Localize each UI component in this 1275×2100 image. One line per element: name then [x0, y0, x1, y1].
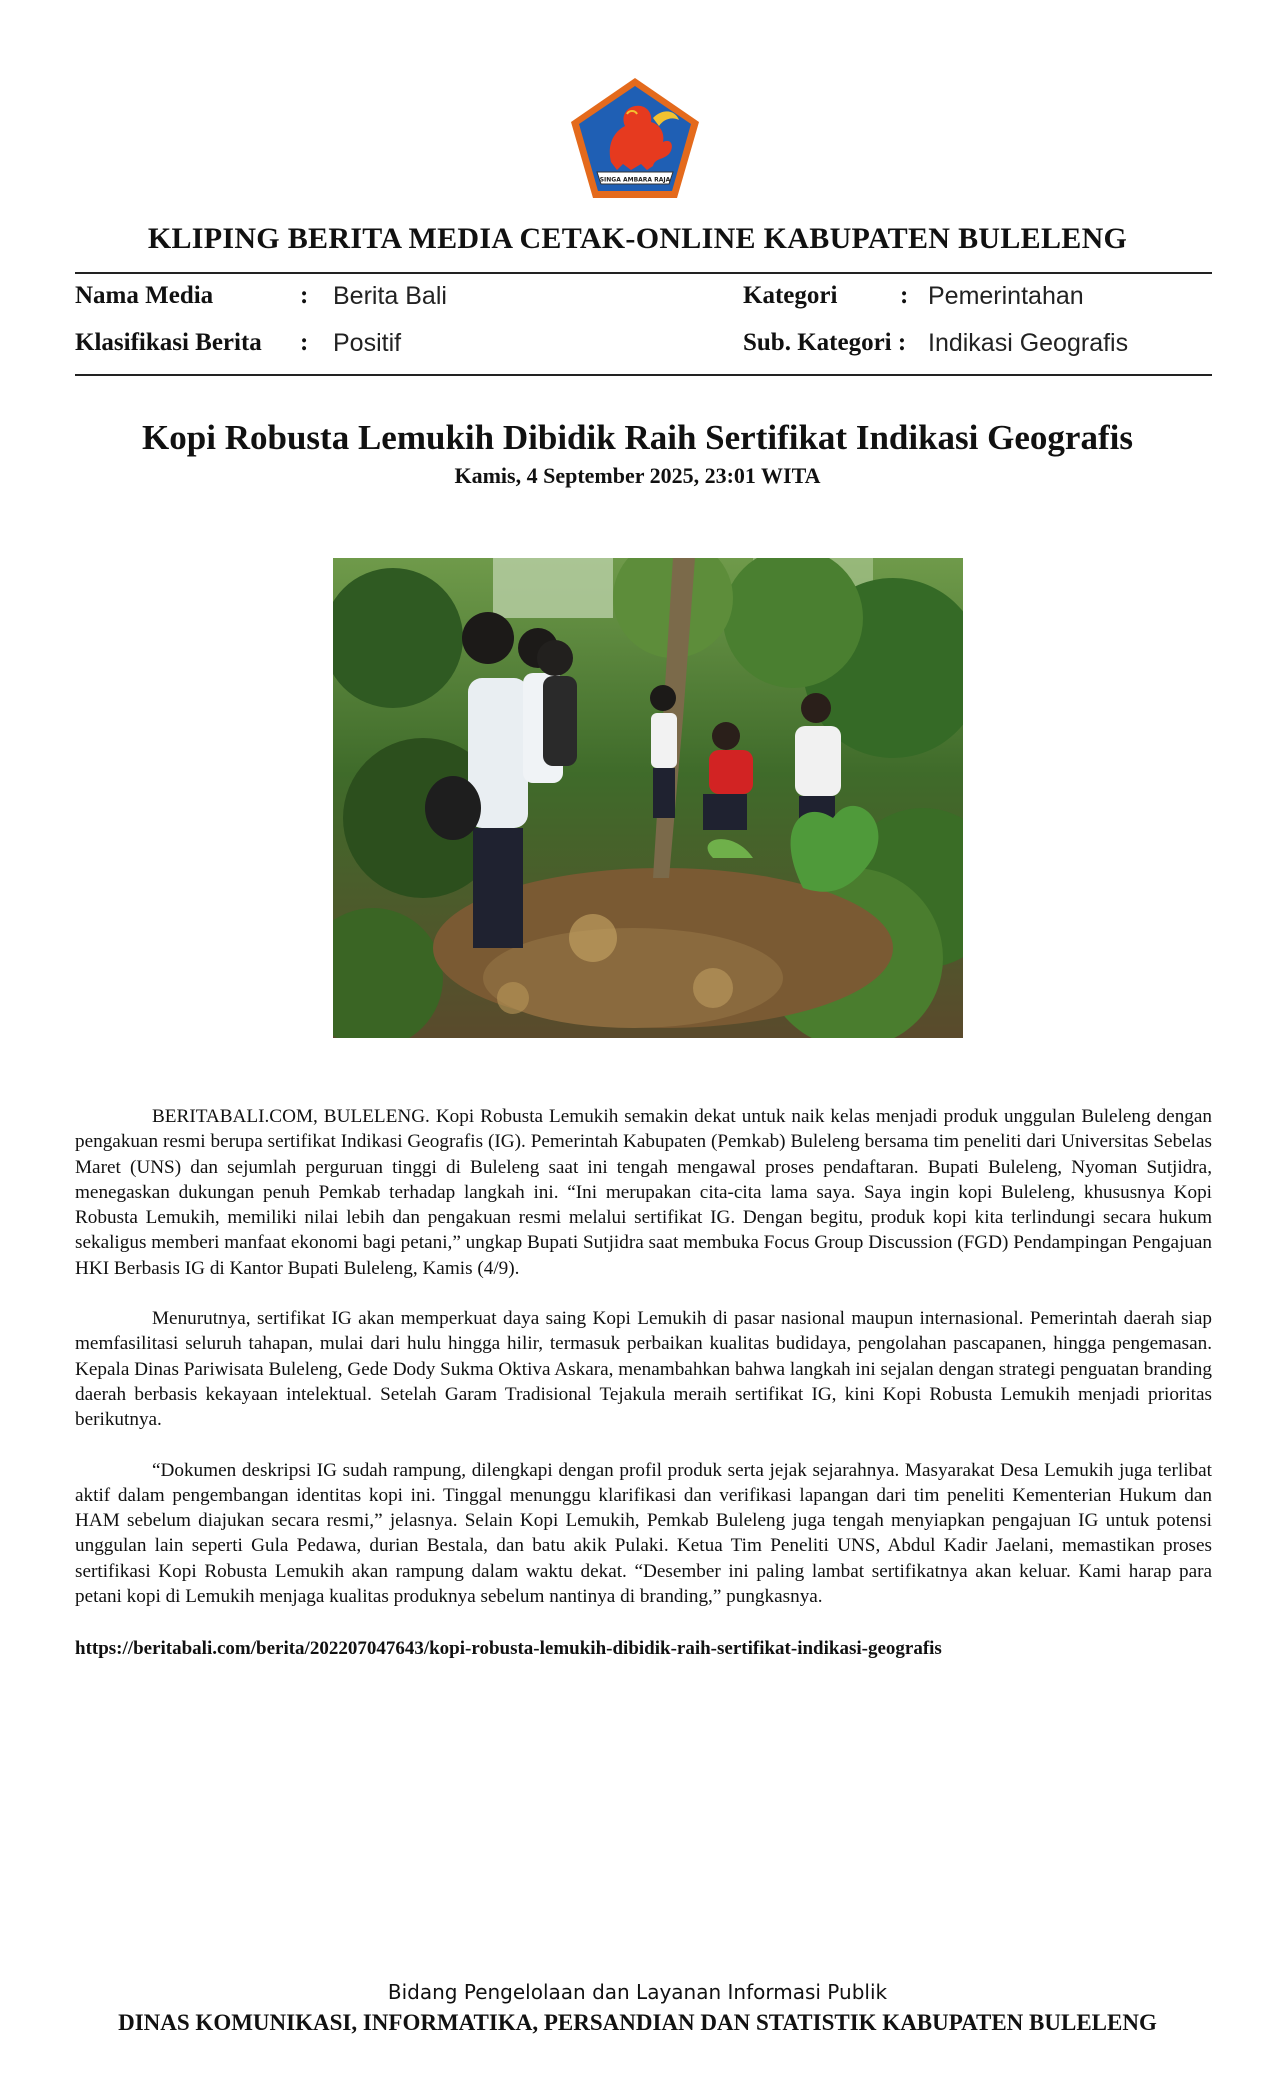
buleleng-emblem-logo	[567, 74, 703, 202]
article-paragraph-2: Menurutnya, sertifikat IG akan memperkuat daya saing Kopi Lemukih di pasar nasional maupun internasional. Pemerintah daerah siap memfasilitasi seluruh tahapan, mulai dari hulu hingga hilir, termasuk perbaikan kualitas budidaya, pengolahan pascapanen, hingga pengemasan. Kepala Dinas Pariwisata Buleleng, Gede Dody Sukma Oktiva Askara, menambahkan bahwa langkah ini sejalan dengan strategi penguatan branding daerah berbasis kekayaan intelektual. Setelah Garam Tradisional Tejakula meraih sertifikat IG, kini Kopi Robusta Lemukih menjadi prioritas berikutnya.	[75, 1308, 1212, 1431]
article-source-url[interactable]: https://beritabali.com/berita/202207047643/kopi-robusta-lemukih-dibidik-raih-sertifikat-indikasi-geografis	[75, 1638, 942, 1659]
header-top-divider	[75, 272, 1212, 274]
news-classification-colon: :	[300, 329, 309, 356]
media-name-label: Nama Media	[75, 282, 214, 309]
news-classification-label: Klasifikasi Berita	[75, 329, 262, 356]
header-bottom-divider	[75, 374, 1212, 376]
footer-agency-name: DINAS KOMUNIKASI, INFORMATIKA, PERSANDIAN DAN STATISTIK KABUPATEN BULELENG	[118, 2010, 1157, 2035]
buleleng-regency-emblem-icon	[567, 74, 703, 202]
article-photo	[333, 558, 963, 1038]
subcategory-label: Sub. Kategori :	[743, 329, 907, 356]
footer-division-name: Bidang Pengelolaan dan Layanan Informasi Publik	[387, 1980, 888, 2004]
article-paragraph-3: “Dokumen deskripsi IG sudah rampung, dilengkapi dengan profil produk serta jejak sejarahnya. Masyarakat Desa Lemukih juga terlibat aktif dalam pengembangan identitas kopi ini. Tinggal menunggu klarifikasi dan verifikasi lapangan dari tim peneliti Kementerian Hukum dan HAM sebelum diajukan secara resmi,” jelasnya. Selain Kopi Lemukih, Pemkab Buleleng juga tengah menyiapkan pengajuan IG untuk potensi unggulan lain seperti Gula Pedawa, durian Bestala, dan batu akik Pulaki. Ketua Tim Peneliti UNS, Abdul Kadir Jaelani, memastikan proses sertifikasi Kopi Robusta Lemukih akan rampung dalam waktu dekat. “Desember ini paling lambat sertifikatnya akan keluar. Kami harap para petani kopi di Lemukih menjaga kualitas produknya sebelum nantinya di branding,” pungkasnya.	[75, 1459, 1212, 1608]
article-body	[75, 1104, 1212, 1634]
category-colon: :	[900, 282, 909, 309]
subcategory-value: Indikasi Geografis	[928, 329, 1129, 357]
media-name-colon: :	[300, 282, 309, 309]
category-value: Pemerintahan	[928, 282, 1084, 310]
media-name-value: Berita Bali	[333, 282, 447, 310]
category-label: Kategori	[743, 282, 838, 309]
article-date: Kamis, 4 September 2025, 23:01 WITA	[454, 463, 821, 488]
article-paragraph-1: BERITABALI.COM, BULELENG. Kopi Robusta Lemukih semakin dekat untuk naik kelas menjadi produk unggulan Buleleng dengan pengakuan resmi berupa sertifikat Indikasi Geografis (IG). Pemerintah Kabupaten (Pemkab) Buleleng bersama tim peneliti dari Universitas Sebelas Maret (UNS) dan sejumlah perguruan tinggi di Buleleng saat ini tengah mengawal proses pendaftaran. Bupati Buleleng, Nyoman Sutjidra, menegaskan dukungan penuh Pemkab terhadap langkah ini. “Ini merupakan cita-cita lama saya. Saya ingin kopi Buleleng, khususnya Kopi Robusta Lemukih, memiliki nilai lebih dan pengakuan resmi melalui sertifikat IG. Dengan begitu, produk kopi kita terlindungi secara hukum sekaligus memberi manfaat ekonomi bagi petani,” ungkap Bupati Sutjidra saat membuka Focus Group Discussion (FGD) Pendampingan Pengajuan HKI Berbasis IG di Kantor Bupati Buleleng, Kamis (4/9).	[75, 1106, 1212, 1279]
news-classification-value: Positif	[333, 329, 402, 357]
emblem-motto-text: SINGA AMBARA RAJA	[599, 176, 671, 184]
coffee-plantation-photo	[333, 558, 963, 1038]
article-title: Kopi Robusta Lemukih Dibidik Raih Sertifikat Indikasi Geografis	[142, 418, 1133, 457]
document-header-title: KLIPING BERITA MEDIA CETAK-ONLINE KABUPATEN BULELENG	[147, 222, 1128, 255]
